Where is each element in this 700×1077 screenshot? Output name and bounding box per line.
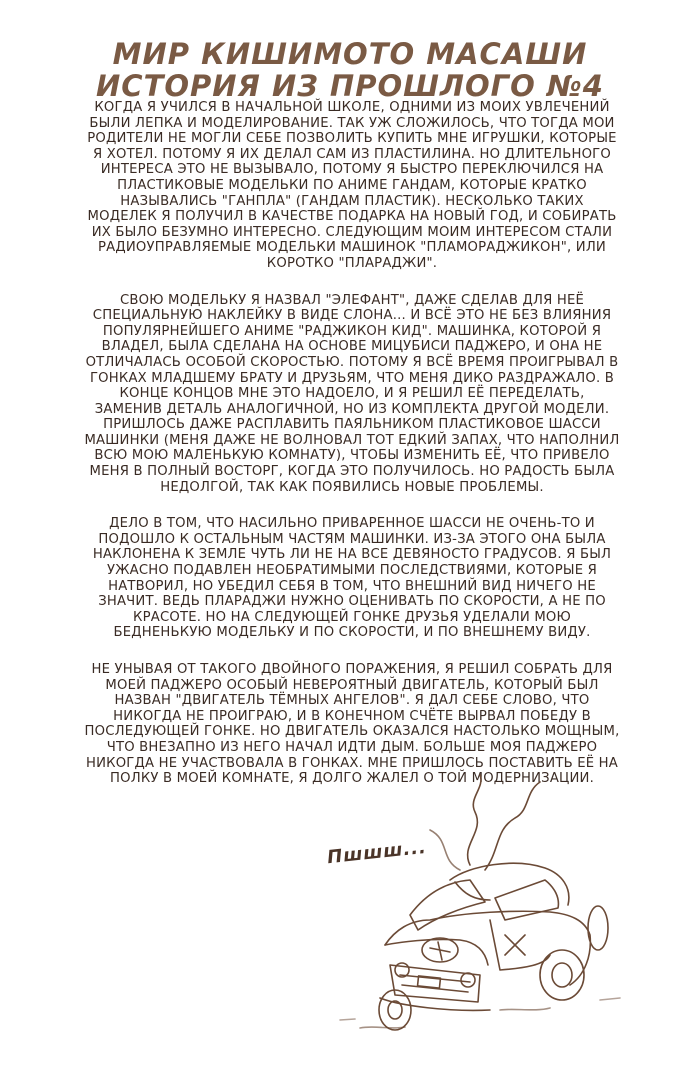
smoking-toy-car-sketch-icon	[300, 770, 650, 1040]
paragraph-1: КОГДА Я УЧИЛСЯ В НАЧАЛЬНОЙ ШКОЛЕ, ОДНИМИ ИЗ МОИХ УВЛЕЧЕНИЙ БЫЛИ ЛЕПКА И МОДЕЛИРОВАНИЕ. ТАК УЖ СЛОЖИЛОСЬ, ЧТО ТОГДА МОИ РОДИТЕЛИ НЕ МОГЛИ СЕБЕ ПОЗВОЛИТЬ КУПИТЬ МНЕ ИГРУШКИ, КОТОРЫЕ Я ХОТЕЛ. ПОТОМУ Я ИХ ДЕЛАЛ САМ ИЗ ПЛАСТИЛИНА. НО ДЛИТЕЛЬНОГО ИНТЕРЕСА ЭТО НЕ ВЫЗЫВАЛО, ПОТОМУ Я БЫСТРО ПЕРЕКЛЮЧИЛСЯ НА ПЛАСТИКОВЫЕ МОДЕЛЬКИ ПО АНИМЕ ГАНДАМ, КОТОРЫЕ КРАТКО НАЗЫВАЛИСЬ "ГАНПЛА" (ГАНДАМ ПЛАСТИК). НЕСКОЛЬКО ТАКИХ МОДЕЛЕК Я ПОЛУЧИЛ В КАЧЕСТВЕ ПОДАРКА НА НОВЫЙ ГОД, И СОБИРАТЬ ИХ БЫЛО БЕЗУМНО ИНТЕРЕСНО. СЛЕДУЮЩИМ МОИМ ИНТЕРЕСОМ СТАЛИ РАДИОУПРАВЛЯЕМЫЕ МОДЕЛЬКИ МАШИНОК "ПЛАМОРАДЖИКОН", ИЛИ КОРОТКО "ПЛАРАДЖИ".	[87, 100, 617, 271]
article-body	[84, 100, 620, 808]
paragraph-4: НЕ УНЫВАЯ ОТ ТАКОГО ДВОЙНОГО ПОРАЖЕНИЯ, Я РЕШИЛ СОБРАТЬ ДЛЯ МОЕЙ ПАДЖЕРО ОСОБЫЙ НЕВЕРОЯТНЫЙ ДВИГАТЕЛЬ, КОТОРЫЙ БЫЛ НАЗВАН "ДВИГАТЕЛЬ ТЁМНЫХ АНГЕЛОВ". Я ДАЛ СЕБЕ СЛОВО, ЧТО НИКОГДА НЕ ПРОИГРАЮ, И В КОНЕЧНОМ СЧЁТЕ ВЫРВАЛ ПОБЕДУ В ПОСЛЕДУЮЩЕЙ ГОНКЕ. НО ДВИГАТЕЛЬ ОКАЗАЛСЯ НАСТОЛЬКО МОЩНЫМ, ЧТО ВНЕЗАПНО ИЗ НЕГО НАЧАЛ ИДТИ ДЫМ. БОЛЬШЕ МОЯ ПАДЖЕРО НИКОГДА НЕ УЧАСТВОВАЛА В ГОНКАХ. МНЕ ПРИШЛОСЬ ПОСТАВИТЬ ЕЁ НА ПОЛКУ В МОЕЙ КОМНАТЕ, Я ДОЛГО ЖАЛЕЛ О ТОЙ МОДЕРНИЗАЦИИ.	[84, 662, 620, 787]
sound-effect-text: Пшшш...	[326, 836, 428, 869]
paragraph-3: ДЕЛО В ТОМ, ЧТО НАСИЛЬНО ПРИВАРЕННОЕ ШАССИ НЕ ОЧЕНЬ-ТО И ПОДОШЛО К ОСТАЛЬНЫМ ЧАСТЯМ МАШИНКИ. ИЗ-ЗА ЭТОГО ОНА БЫЛА НАКЛОНЕНА К ЗЕМЛЕ ЧУТЬ ЛИ НЕ НА ВСЕ ДЕВЯНОСТО ГРАДУСОВ. Я БЫЛ УЖАСНО ПОДАВЛЕН НЕОБРАТИМЫМИ ПОСЛЕДСТВИЯМИ, КОТОРЫЕ Я НАТВОРИЛ, НО УБЕДИЛ СЕБЯ В ТОМ, ЧТО ВНЕШНИЙ ВИД НИЧЕГО НЕ ЗНАЧИТ. ВЕДЬ ПЛАРАДЖИ НУЖНО ОЦЕНИВАТЬ ПО СКОРОСТИ, А НЕ ПО КРАСОТЕ. НО НА СЛЕДУЮЩЕЙ ГОНКЕ ДРУЗЬЯ УДЕЛАЛИ МОЮ БЕДНЕНЬКУЮ МОДЕЛЬКУ И ПО СКОРОСТИ, И ПО ВНЕШНЕМУ ВИДУ.	[92, 516, 612, 641]
paragraph-2: СВОЮ МОДЕЛЬКУ Я НАЗВАЛ "ЭЛЕФАНТ", ДАЖЕ СДЕЛАВ ДЛЯ НЕЁ СПЕЦИАЛЬНУЮ НАКЛЕЙКУ В ВИДЕ СЛОНА... И ВСЁ ЭТО НЕ БЕЗ ВЛИЯНИЯ ПОПУЛЯРНЕЙШЕГО АНИМЕ "РАДЖИКОН КИД". МАШИНКА, КОТОРОЙ Я ВЛАДЕЛ, БЫЛА СДЕЛАНА НА ОСНОВЕ МИЦУБИСИ ПАДЖЕРО, И ОНА НЕ ОТЛИЧАЛАСЬ ОСОБОЙ СКОРОСТЬЮ. ПОТОМУ Я ВСЁ ВРЕМЯ ПРОИГРЫВАЛ В ГОНКАХ МЛАДШЕМУ БРАТУ И ДРУЗЬЯМ, ЧТО МЕНЯ ДИКО РАЗДРАЖАЛО. В КОНЦЕ КОНЦОВ МНЕ ЭТО НАДОЕЛО, И Я РЕШИЛ ЕЁ ПЕРЕДЕЛАТЬ, ЗАМЕНИВ ДЕТАЛЬ АНАЛОГИЧНОЙ, НО ИЗ КОМПЛЕКТА ДРУГОЙ МОДЕЛИ. ПРИШЛОСЬ ДАЖЕ РАСПЛАВИТЬ ПАЯЛЬНИКОМ ПЛАСТИКОВОЕ ШАССИ МАШИНКИ (МЕНЯ ДАЖЕ НЕ ВОЛНОВАЛ ТОТ ЕДКИЙ ЗАПАХ, ЧТО НАПОЛНИЛ ВСЮ МОЮ МАЛЕНЬКУЮ КОМНАТУ), ЧТОБЫ ИЗМЕНИТЬ ЕЁ, ЧТО ПРИВЕЛО МЕНЯ В ПОЛНЫЙ ВОСТОРГ, КОГДА ЭТО ПОЛУЧИЛОСЬ. НО РАДОСТЬ БЫЛА НЕДОЛГОЙ, ТАК КАК ПОЯВИЛИСЬ НОВЫЕ ПРОБЛЕМЫ.	[84, 292, 620, 495]
title-line-2: ИСТОРИЯ ИЗ ПРОШЛОГО №4	[96, 69, 604, 103]
title-line-1: МИР КИШИМОТО МАСАШИ	[112, 37, 588, 71]
